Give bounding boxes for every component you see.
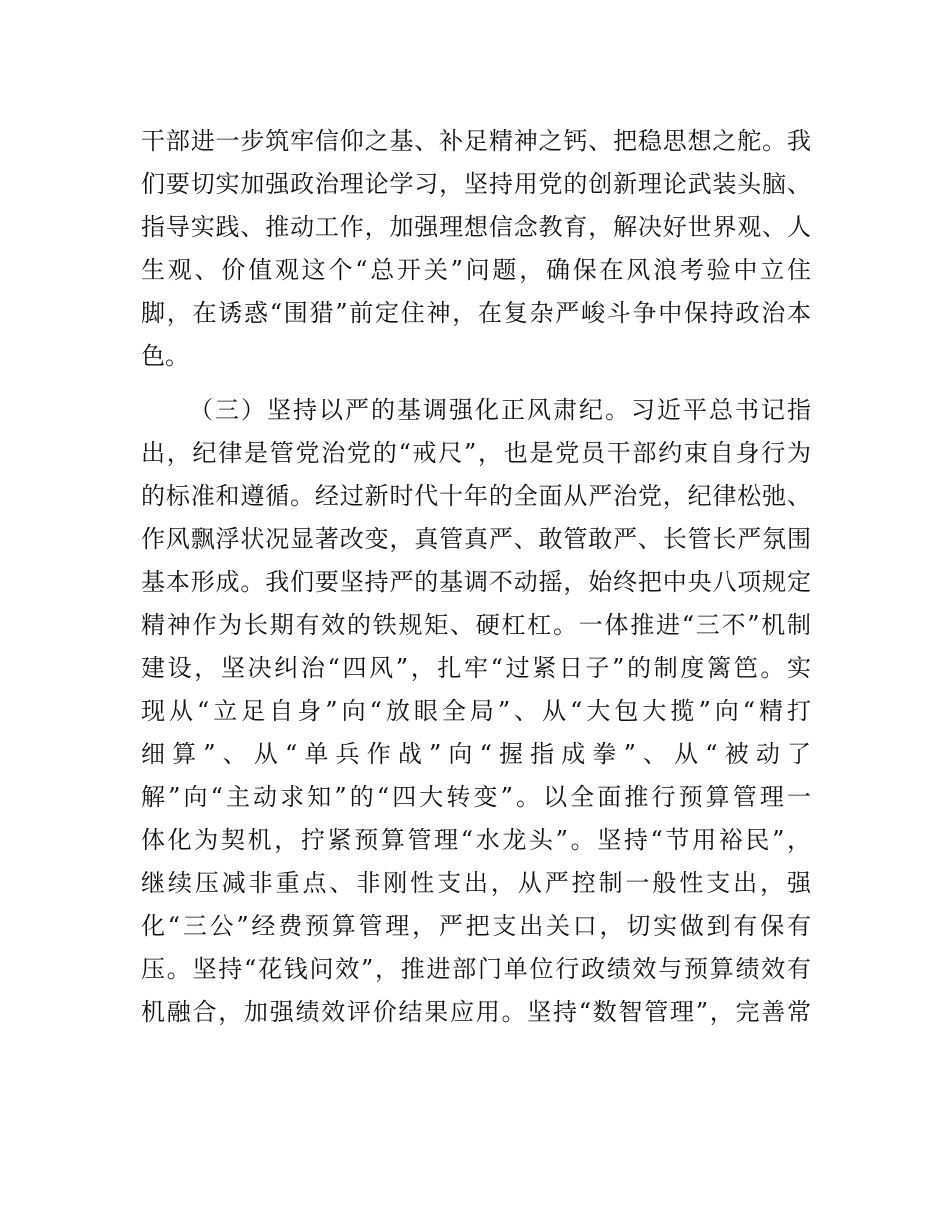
- text-line: 细算”、从“单兵作战”向“握指成拳”、从“被动了: [141, 740, 811, 768]
- text-line: 精神作为长期有效的铁规矩、硬杠杠。一体推进“三不”机制: [141, 611, 811, 639]
- text-line: 化“三公”经费预算管理，严把支出关口，切实做到有保有: [141, 912, 811, 940]
- text-line: 解”向“主动求知”的“四大转变”。以全面推行预算管理一: [141, 783, 811, 811]
- text-line: 指导实践、推动工作，加强理想信念教育，解决好世界观、人: [141, 213, 811, 241]
- text-line: 作风飘浮状况显著改变，真管真严、敢管敢严、长管长严氛围: [141, 525, 811, 553]
- text-line: 生观、价值观这个“总开关”问题，确保在风浪考验中立住: [141, 256, 811, 284]
- text-line: 体化为契机，拧紧预算管理“水龙头”。坚持“节用裕民”，: [141, 826, 811, 854]
- text-line: 现从“立足自身”向“放眼全局”、从“大包大揽”向“精打: [141, 697, 811, 725]
- text-line: 压。坚持“花钱问效”，推进部门单位行政绩效与预算绩效有: [141, 955, 811, 983]
- text-line: 出，纪律是管党治党的“戒尺”，也是党员干部约束自身行为: [141, 439, 811, 467]
- paragraph-1: [141, 120, 811, 378]
- text-line: 的标准和遵循。经过新时代十年的全面从严治党，纪律松弛、: [141, 482, 811, 510]
- text-line: 基本形成。我们要坚持严的基调不动摇，始终把中央八项规定: [141, 568, 811, 596]
- paragraph-2: [141, 389, 811, 1034]
- text-line: 继续压减非重点、非刚性支出，从严控制一般性支出，强: [141, 869, 811, 897]
- document-body: [141, 120, 811, 1034]
- text-line: 机融合，加强绩效评价结果应用。坚持“数智管理”，完善常: [141, 998, 811, 1026]
- text-line: 脚，在诱惑“围猎”前定住神，在复杂严峻斗争中保持政治本: [141, 299, 811, 327]
- paragraph-spacer: [141, 378, 811, 389]
- text-line: 干部进一步筑牢信仰之基、补足精神之钙、把稳思想之舵。我: [141, 127, 811, 155]
- text-line: 建设，坚决纠治“四风”，扎牢“过紧日子”的制度篱笆。实: [141, 654, 811, 682]
- text-line: 们要切实加强政治理论学习，坚持用党的创新理论武装头脑、: [141, 170, 811, 198]
- text-line: 色。: [141, 342, 189, 370]
- section-heading-line: （三）坚持以严的基调强化正风肃纪。习近平总书记指: [189, 396, 811, 424]
